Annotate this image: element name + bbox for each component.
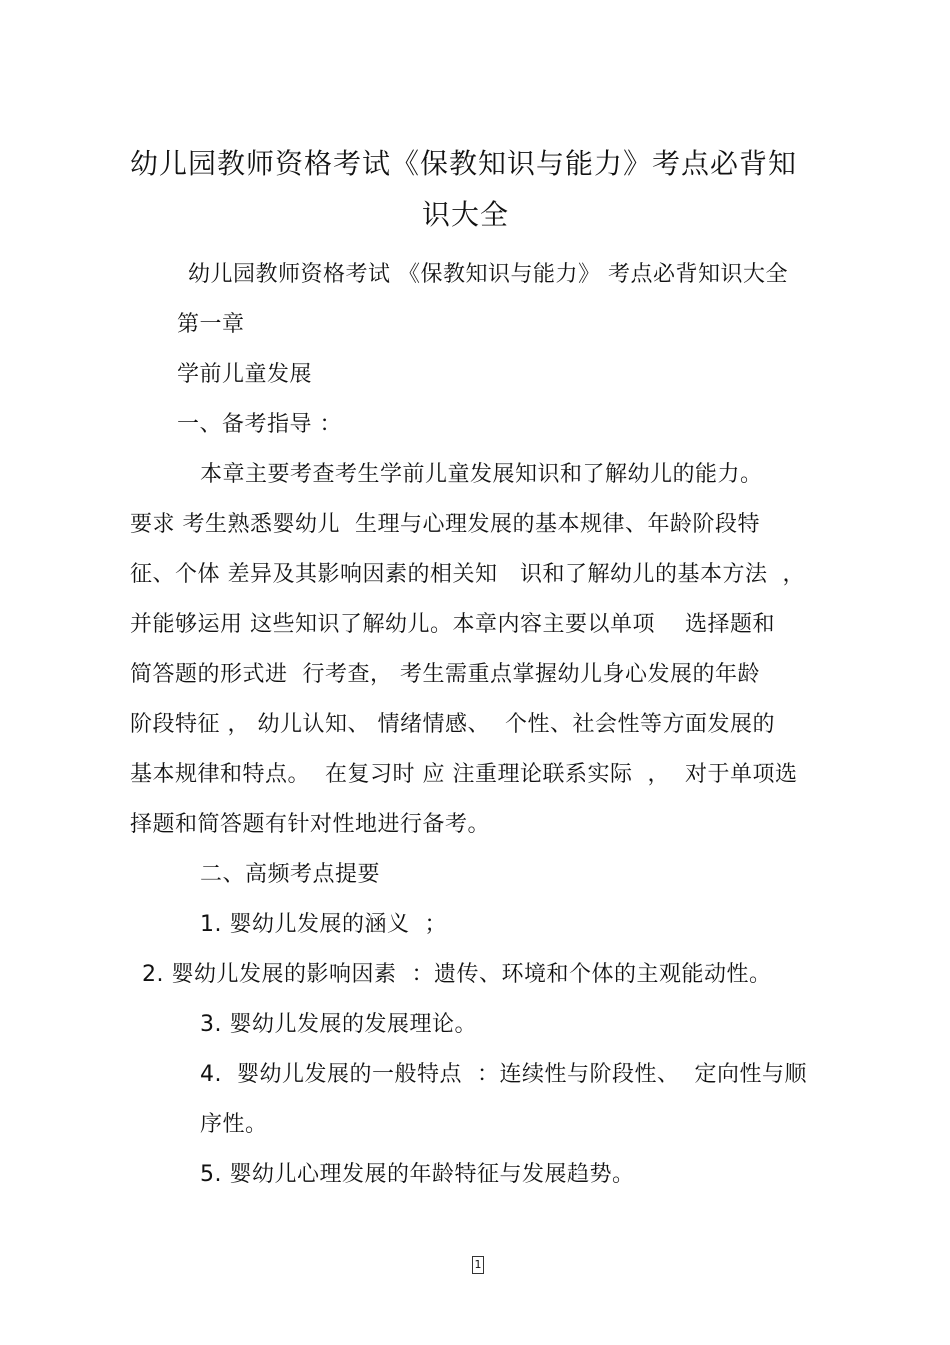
section-heading-1: 一、备考指导 ： [177,412,342,437]
list-item: 2. 婴幼儿发展的影响因素 ：遗传、环境和个体的主观能动性。 [142,962,772,987]
paragraph-line: 征、个体 差异及其影响因素的相关知 识和了解幼儿的基本方法 ， [130,562,805,587]
paragraph-line: 阶段特征 ， 幼儿认知、 情绪情感、 个性、社会性等方面发展的 [130,712,775,737]
document-subtitle: 幼儿园教师资格考试 《保教知识与能力》 考点必背知识大全 [188,262,788,287]
document-title-line-2: 识大全 [422,198,510,231]
page-number: 1 [472,1256,484,1274]
chapter-name: 学前儿童发展 [177,362,313,387]
list-item: 5. 婴幼儿心理发展的年龄特征与发展趋势。 [200,1162,635,1187]
chapter-number: 第一章 [177,312,245,337]
paragraph-line: 本章主要考查考生学前儿童发展知识和了解幼儿的能力。 [200,462,763,487]
list-item: 1. 婴幼儿发展的涵义 ； [200,912,447,937]
paragraph-line: 基本规律和特点。 在复习时 应 注重理论联系实际 ， 对于单项选 [130,762,798,787]
list-item: 3. 婴幼儿发展的发展理论。 [200,1012,477,1037]
paragraph-line: 要求 考生熟悉婴幼儿 生理与心理发展的基本规律、年龄阶段特 [130,512,760,537]
section-heading-2: 二、高频考点提要 [200,862,381,887]
list-item: 序性。 [200,1112,268,1137]
list-item: 4. 婴幼儿发展的一般特点 ：连续性与阶段性、 定向性与顺 [200,1062,807,1087]
paragraph-line: 并能够运用 这些知识了解幼儿。本章内容主要以单项 选择题和 [130,612,775,637]
paragraph-line: 简答题的形式进 行考查， 考生需重点掌握幼儿身心发展的年龄 [130,662,760,687]
paragraph-line: 择题和简答题有针对性地进行备考。 [130,812,491,837]
document-title-line-1: 幼儿园教师资格考试《保教知识与能力》考点必背知 [130,147,798,180]
